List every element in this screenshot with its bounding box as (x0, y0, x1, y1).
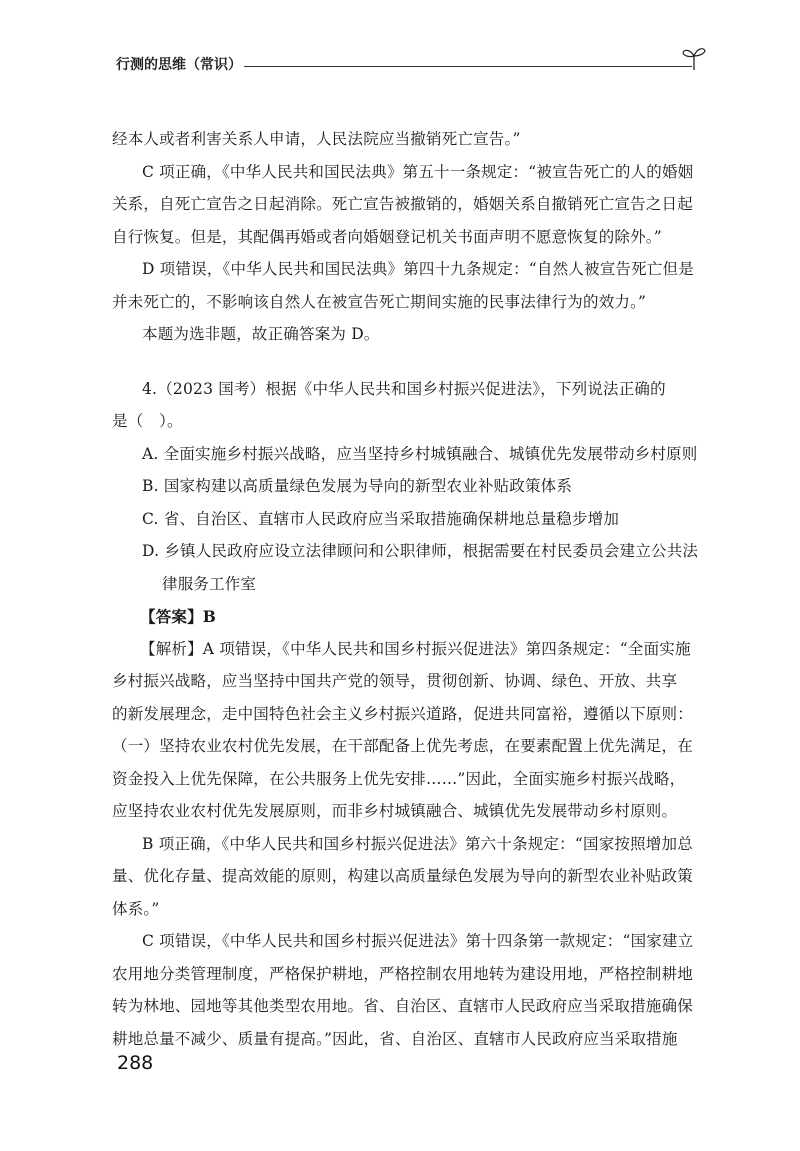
answer-label: 【答案】B (140, 607, 217, 626)
question-stem: 是（ ）。 (112, 412, 183, 430)
text-line: 乡村振兴战略，应当坚持中国共产党的领导，贯彻创新、协调、绿色、开放、共享 (112, 672, 678, 690)
text-line: 经本人或者利害关系人申请，人民法院应当撤销死亡宣告。” (112, 130, 521, 148)
text-line: 量、优化存量、提高效能的原则，构建以高质量绿色发展为导向的新型农业补贴政策 (112, 867, 693, 885)
text-line: 的新发展理念，走中国特色社会主义乡村振兴道路，促进共同富裕，遵循以下原则： (112, 704, 693, 723)
text-line: 应坚持农业农村优先发展原则，而非乡村城镇融合、城镇优先发展带动乡村原则。 (112, 802, 678, 820)
text-line: 关系，自死亡宣告之日起消除。死亡宣告被撤销的，婚姻关系自撤销死亡宣告之日起 (112, 195, 693, 213)
running-head-title: 行测的思维（常识） (116, 57, 242, 73)
text-line: 本题为选非题，故正确答案为 D。 (142, 325, 380, 343)
option-d: D. 乡镇人民政府应设立法律顾问和公职律师，根据需要在村民委员会建立公共法 (142, 542, 699, 560)
option-b: B. 国家构建以高质量绿色发展为导向的新型农业补贴政策体系 (142, 477, 573, 495)
text-line: C 项错误，《中华人民共和国乡村振兴促进法》第十四条第一款规定：“国家建立 (142, 932, 694, 950)
option-d: 律服务工作室 (162, 574, 257, 593)
page-body (112, 128, 704, 1060)
option-c: C. 省、自治区、直辖市人民政府应当采取措施确保耕地总量稳步增加 (142, 509, 620, 528)
paragraph-gap (112, 356, 704, 378)
analysis-line: 【解析】A 项错误，《中华人民共和国乡村振兴促进法》第四条规定：“全面实施 (140, 639, 691, 658)
text-line: 资金投入上优先保障，在公共服务上优先安排……”因此，全面实施乡村振兴战略， (112, 769, 686, 788)
page-header (116, 50, 700, 76)
text-line: 并未死亡的，不影响该自然人在被宣告死亡期间实施的民事法律行为的效力。” (112, 292, 647, 311)
text-line: 转为林地、园地等其他类型农用地。省、自治区、直辖市人民政府应当采取措施确保 (112, 997, 693, 1015)
text-line: C 项正确，《中华人民共和国民法典》第五十一条规定：“被宣告死亡的人的婚姻 (142, 162, 694, 181)
text-line: （一）坚持农业农村优先发展，在干部配备上优先考虑，在要素配置上优先满足，在 (112, 737, 693, 755)
text-line: B 项正确，《中华人民共和国乡村振兴促进法》第六十条规定：“国家按照增加总 (142, 834, 693, 853)
option-a: A. 全面实施乡村振兴战略，应当坚持乡村城镇融合、城镇优先发展带动乡村原则 (142, 444, 698, 463)
header-rule (244, 66, 692, 67)
sprout-icon (682, 44, 706, 72)
text-line: 耕地总量不减少、质量有提高。”因此，省、自治区、直辖市人民政府应当采取措施 (112, 1029, 678, 1048)
text-line: D 项错误，《中华人民共和国民法典》第四十九条规定：“自然人被宣告死亡但是 (142, 260, 694, 278)
page-number: 288 (117, 1052, 154, 1074)
text-line: 农用地分类管理制度，严格保护耕地，严格控制农用地转为建设用地，严格控制耕地 (112, 964, 693, 983)
question-stem: 4.（2023 国考）根据《中华人民共和国乡村振兴促进法》，下列说法正确的 (142, 379, 666, 398)
text-line: 体系。” (112, 899, 160, 918)
text-line: 自行恢复。但是，其配偶再婚或者向婚姻登记机关书面声明不愿意恢复的除外。” (112, 227, 662, 246)
